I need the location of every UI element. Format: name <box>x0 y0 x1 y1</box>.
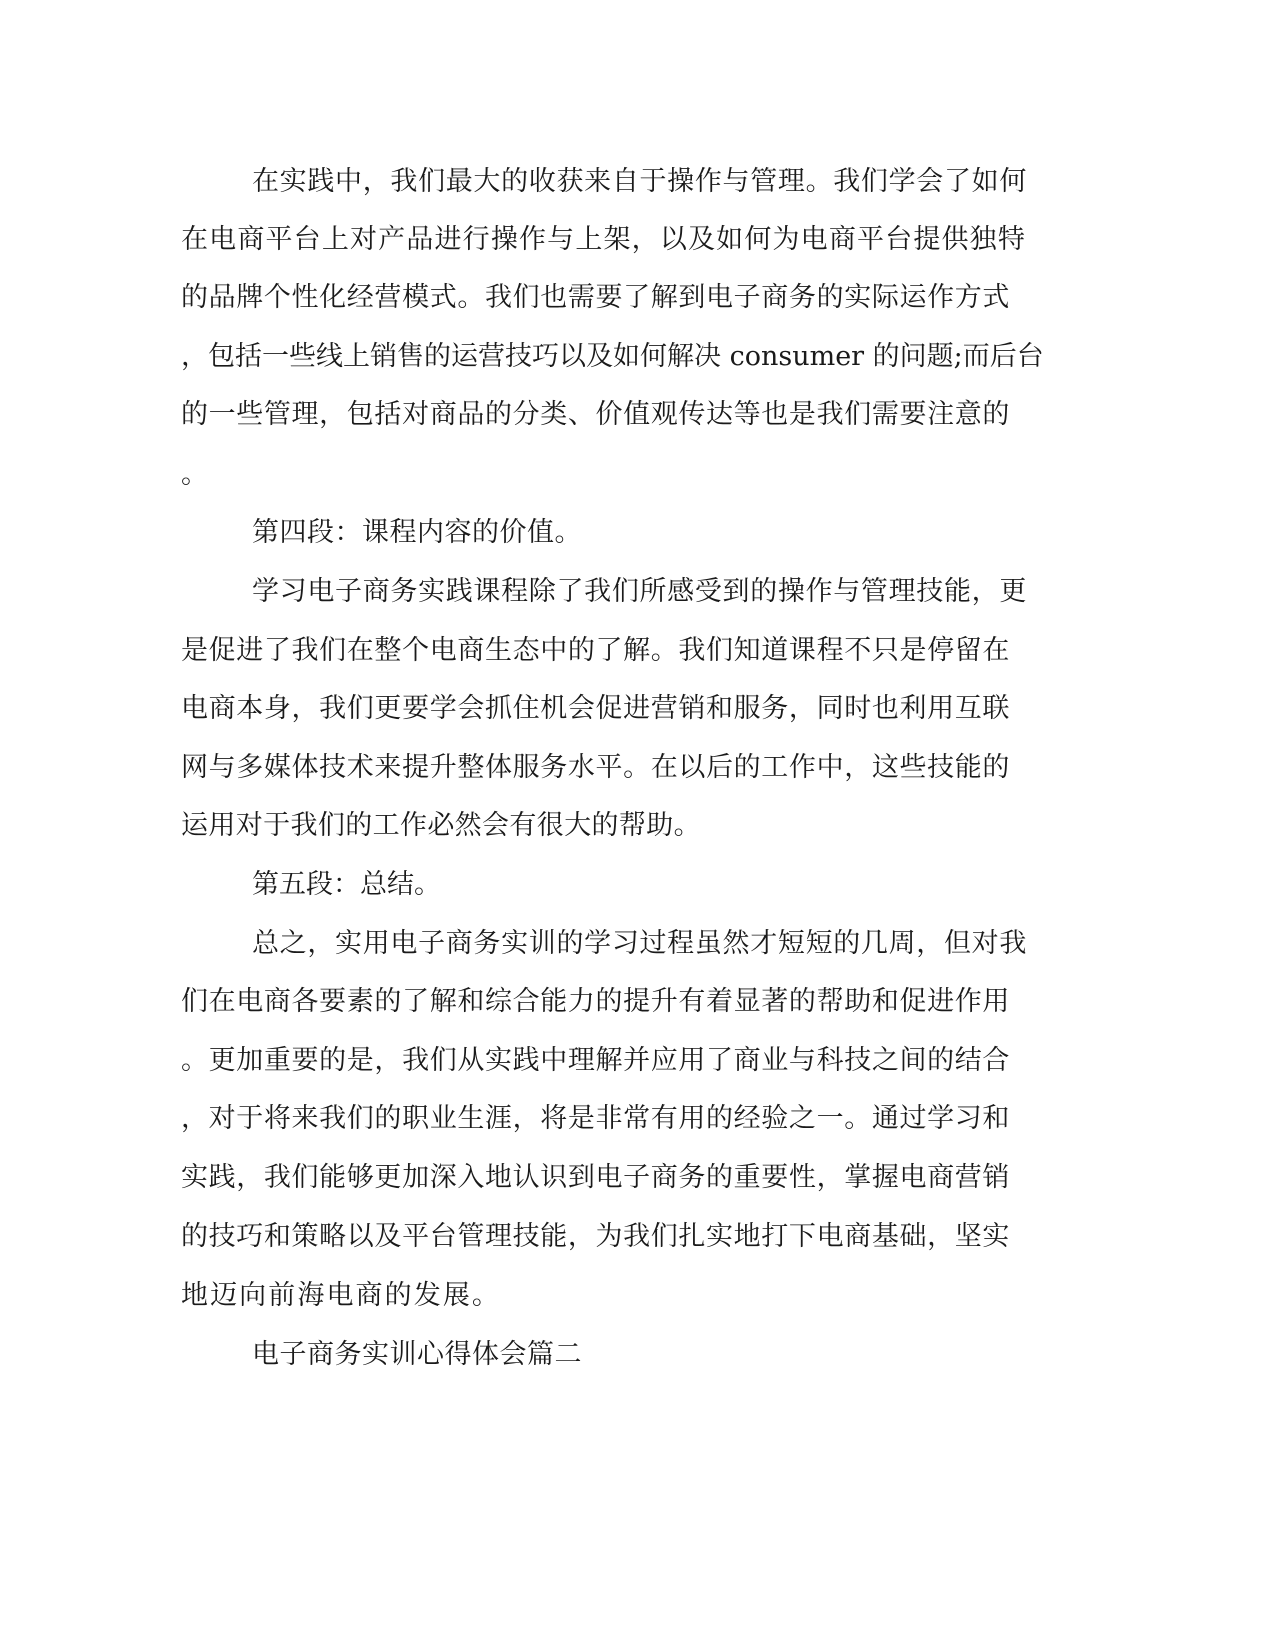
text-line: 。更加重要的是，我们从实践中理解并应用了商业与科技之间的结合 <box>181 1045 1010 1076</box>
text-line: 们在电商各要素的了解和综合能力的提升有着显著的帮助和促进作用 <box>181 986 1010 1017</box>
text-line: 在实践中，我们最大的收获来自于操作与管理。我们学会了如何 <box>252 166 1027 197</box>
text-line: 的品牌个性化经营模式。我们也需要了解到电子商务的实际运作方式 <box>181 282 1010 313</box>
text-line: 的技巧和策略以及平台管理技能，为我们扎实地打下电商基础，坚实 <box>181 1221 1010 1252</box>
text-line: ，包括一些线上销售的运营技巧以及如何解决 consumer 的问题;而后台 <box>181 341 1044 372</box>
text-line: 运用对于我们的工作必然会有很大的帮助。 <box>181 810 701 841</box>
text-line: 电商本身，我们更要学会抓住机会促进营销和服务，同时也利用互联 <box>181 693 1010 724</box>
text-line: 总之，实用电子商务实训的学习过程虽然才短短的几周，但对我 <box>252 928 1027 959</box>
text-line: 。 <box>181 459 208 490</box>
text-line: ，对于将来我们的职业生涯，将是非常有用的经验之一。通过学习和 <box>181 1103 1010 1134</box>
text-line: 学习电子商务实践课程除了我们所感受到的操作与管理技能，更 <box>252 576 1027 607</box>
text-line: 网与多媒体技术来提升整体服务水平。在以后的工作中，这些技能的 <box>181 752 1010 783</box>
text-line: 地迈向前海电商的发展。 <box>181 1280 501 1311</box>
text-line: 实践，我们能够更加深入地认识到电子商务的重要性，掌握电商营销 <box>181 1162 1010 1193</box>
section-heading: 第五段：总结。 <box>252 869 441 900</box>
text-line: 是促进了我们在整个电商生态中的了解。我们知道课程不只是停留在 <box>181 635 1010 666</box>
text-line: 在电商平台上对产品进行操作与上架，以及如何为电商平台提供独特 <box>181 224 1026 255</box>
text-line: 的一些管理，包括对商品的分类、价值观传达等也是我们需要注意的 <box>181 399 1010 430</box>
section-heading: 第四段：课程内容的价值。 <box>252 517 582 548</box>
section-title: 电子商务实训心得体会篇二 <box>252 1339 582 1370</box>
